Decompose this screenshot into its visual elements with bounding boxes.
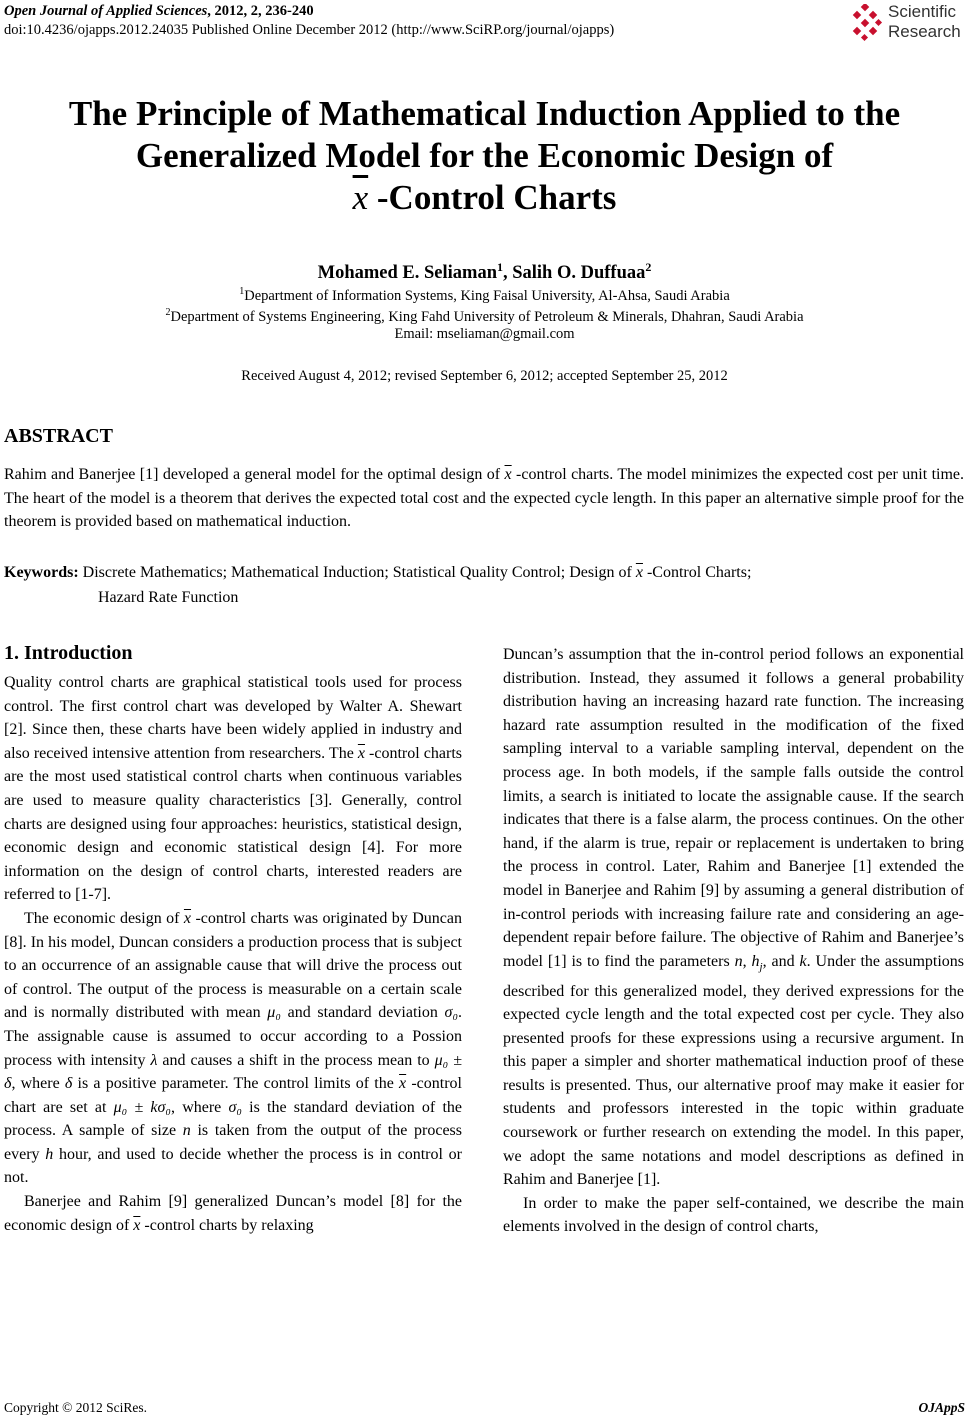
intro-paragraph-2 <box>4 907 462 1190</box>
affiliation-2-sup: 2 <box>165 307 171 318</box>
math-lambda: λ <box>150 1051 158 1069</box>
keywords-label: Keywords: <box>4 564 79 581</box>
title-line-3 <box>0 177 969 219</box>
intro-p2-i: , where <box>170 1098 229 1116</box>
author-sep: , <box>502 263 513 284</box>
author-list <box>0 256 969 284</box>
abstract-heading: ABSTRACT <box>4 425 113 447</box>
intro-p2-g: is a positive parameter. The control limits of the <box>72 1075 400 1093</box>
intro-p1-xbar: $\overline{x}$ <box>357 744 365 762</box>
affiliation-1-sup: 1 <box>239 286 245 297</box>
intro-p2-l: hour, and used to decide whether the process is in control or not. <box>4 1145 463 1187</box>
math-sigma0-b: σ₀ <box>228 1098 242 1116</box>
intro-p1-b: -control charts are the most used statistical control charts when continuous variables are used to measure quality characteristics [3]. Generally, control charts are designed using four approaches: heuristics, statistical design, economic design and economic statistical design [4]. For more information on the design of control charts, interested readers are referred to [1-7]. <box>4 744 462 904</box>
intro-p2-a: The economic design of <box>24 909 184 927</box>
logo-mark-icon <box>850 4 884 42</box>
footer-journal: OJAppS <box>918 1400 965 1415</box>
intro-p2-j: is the standard deviation of the process. A sample of size <box>4 1098 462 1140</box>
title-xbar: $\overline{x}$ <box>352 178 369 217</box>
abstract-part-1: Rahim and Banerjee [1] developed a general model for the optimal design of <box>4 466 505 483</box>
intro-p2-e: and causes a shift in the process mean to <box>157 1051 435 1069</box>
math-mu0: μ₀ <box>267 1004 281 1022</box>
intro-p3-b: -control charts by relaxing <box>140 1216 314 1234</box>
right-p1-a: Duncan’s assumption that the in-control period follows an exponential distribution. Instead, they assumed it follows a general probability distribution having an increasing hazard rate function. The increasing hazard rate assumption resulted in the modification of the fixed sampling interval to a variable sampling interval, dependent on the process age. In both models, if the sample falls outside the control limits, a search is initiated to locate the assignable cause. If the search indicates that there is a false alarm, the process continues. On the other hand, if the alarm is true, repair or replacement is undertaken to bring the process in control. Later, Rahim and Banerjee [1] extended the model in Banerjee and Rahim [9] by assuming a general distribution of in-control periods with increasing failure rate and considering an age-dependent repair before failure. The objective of Rahim and Banerjee’s model [1] is to find the parameters <box>503 646 964 970</box>
intro-p3-xbar: $\overline{x}$ <box>133 1216 141 1234</box>
logo-line-1: Scientific <box>888 2 957 21</box>
intro-p1-a: Quality control charts are graphical statistical tools used for process control. The first control chart was developed by Walter A. Shewart [2]. Since then, these charts have been widely applied in industry and also received intensive attention from researchers. The <box>4 674 462 762</box>
intro-p2-f: , where <box>11 1075 65 1093</box>
author-1-sup: 1 <box>496 260 503 274</box>
journal-name: Open Journal of Applied Sciences <box>4 3 208 19</box>
keywords-text-3: Hazard Rate Function <box>98 589 239 606</box>
intro-p2-k: is taken from the output of the process every <box>4 1122 463 1163</box>
doi-line: doi:10.4236/ojapps.2012.24035 Published Online December 2012 (http://www.SciRP.org/journal/ojapps) <box>4 22 615 38</box>
title-line-3-text: -Control Charts <box>368 178 617 217</box>
math-n: n <box>182 1122 191 1140</box>
right-column <box>503 643 964 1239</box>
author-2: Salih O. Duffuaa <box>512 263 646 284</box>
intro-p2-h: -control chart are set at <box>4 1075 462 1116</box>
math-mu-delta: μ₀ ± δ <box>4 1051 462 1093</box>
title-line-1: The Principle of Mathematical Induction Applied to the <box>68 94 901 133</box>
keywords <box>4 560 964 610</box>
journal-volume: , 2012, 2, 236-240 <box>207 3 314 19</box>
param-h-sub: j <box>759 960 763 973</box>
right-paragraph-2: In order to make the paper self-contained, we describe the main elements involved in the design of control charts, <box>503 1194 964 1236</box>
param-sep-2: , and <box>762 952 800 970</box>
param-n: n <box>734 952 743 970</box>
author-2-sup: 2 <box>645 260 652 274</box>
math-sigma0: σ₀ <box>444 1004 458 1022</box>
footer-copyright: Copyright © 2012 SciRes. <box>4 1400 148 1415</box>
affiliation-1 <box>0 283 969 305</box>
right-paragraph-1 <box>503 643 964 1192</box>
intro-paragraph-3 <box>4 1190 462 1237</box>
keywords-text-2: -Control Charts; <box>642 564 752 581</box>
abstract-xbar: $\overline{x}$ <box>504 466 512 483</box>
affiliation-1-text: Department of Information Systems, King Faisal University, Al-Ahsa, Saudi Arabia <box>244 287 730 304</box>
math-limits: μ₀ ± kσ₀ <box>113 1098 171 1116</box>
intro-p2-d: . The assignable cause is assumed to occur according to a Possion process with intensity <box>4 1004 462 1069</box>
author-email: Email: mseliaman@gmail.com <box>394 326 575 342</box>
logo-line-2: Research <box>888 22 961 41</box>
intro-p3-a: Banerjee and Rahim [9] generalized Duncan’s model [8] for the economic design of <box>4 1193 462 1234</box>
title-line-2: Generalized Model for the Economic Design of <box>135 136 834 175</box>
math-delta: δ <box>64 1075 73 1093</box>
left-column <box>4 640 462 1237</box>
received-dates: Received August 4, 2012; revised September 6, 2012; accepted September 25, 2012 <box>241 368 728 384</box>
scientific-research-logo <box>850 2 968 42</box>
section-heading-introduction: 1. Introduction <box>4 642 133 664</box>
intro-p2-b: -control charts was originated by Duncan [8]. In his model, Duncan considers a production process that is subject to an occurrence of an assignable cause that will drive the process out of control. The output of the process is measurable on a certain scale and is normally distributed with mean <box>4 909 463 1022</box>
journal-citation <box>4 2 314 20</box>
abstract-part-2: -control charts. The model minimizes the expected cost per unit time. The heart of the model is a theorem that derives the expected total cost and the expected cycle length. In this paper an alternative simple proof for the theorem is provided based on mathematical induction. <box>4 466 965 530</box>
intro-p2-xbar-2: $\overline{x}$ <box>399 1075 407 1093</box>
keywords-text-1: Discrete Mathematics; Mathematical Induction; Statistical Quality Control; Design of <box>78 564 636 581</box>
paper-title <box>0 93 969 219</box>
abstract-text <box>4 463 964 534</box>
right-p1-b: . Under the assumptions described for this generalized model, they derived expressions for the expected cycle length and the total expected cost per cycle. They also presented proofs for these expressions using a recursive argument. In this paper a simpler and shorter mathematical induction proof of these results is presented. Thus, our alternative proof may make it easier for students and professors interested in the topic within graduate coursework or further research on extending the model. In this paper, we adopt the same notations and model descriptions as defined in Rahim and Banerjee [1]. <box>503 952 965 1189</box>
keywords-xbar: $\overline{x}$ <box>635 564 643 581</box>
affiliation-2-text: Department of Systems Engineering, King Fahd University of Petroleum & Minerals, Dhahran, Saudi Arabia <box>170 308 804 325</box>
author-1: Mohamed E. Seliaman <box>317 263 497 284</box>
affiliation-2 <box>0 304 969 326</box>
intro-p2-xbar: $\overline{x}$ <box>183 909 192 927</box>
param-k: k <box>799 952 807 970</box>
intro-paragraph-1 <box>4 671 462 907</box>
param-sep-1: , <box>742 952 752 970</box>
math-h: h <box>45 1145 54 1163</box>
param-h: h <box>751 952 760 970</box>
intro-p2-c: and standard deviation <box>280 1004 445 1022</box>
logo-text <box>888 2 961 42</box>
